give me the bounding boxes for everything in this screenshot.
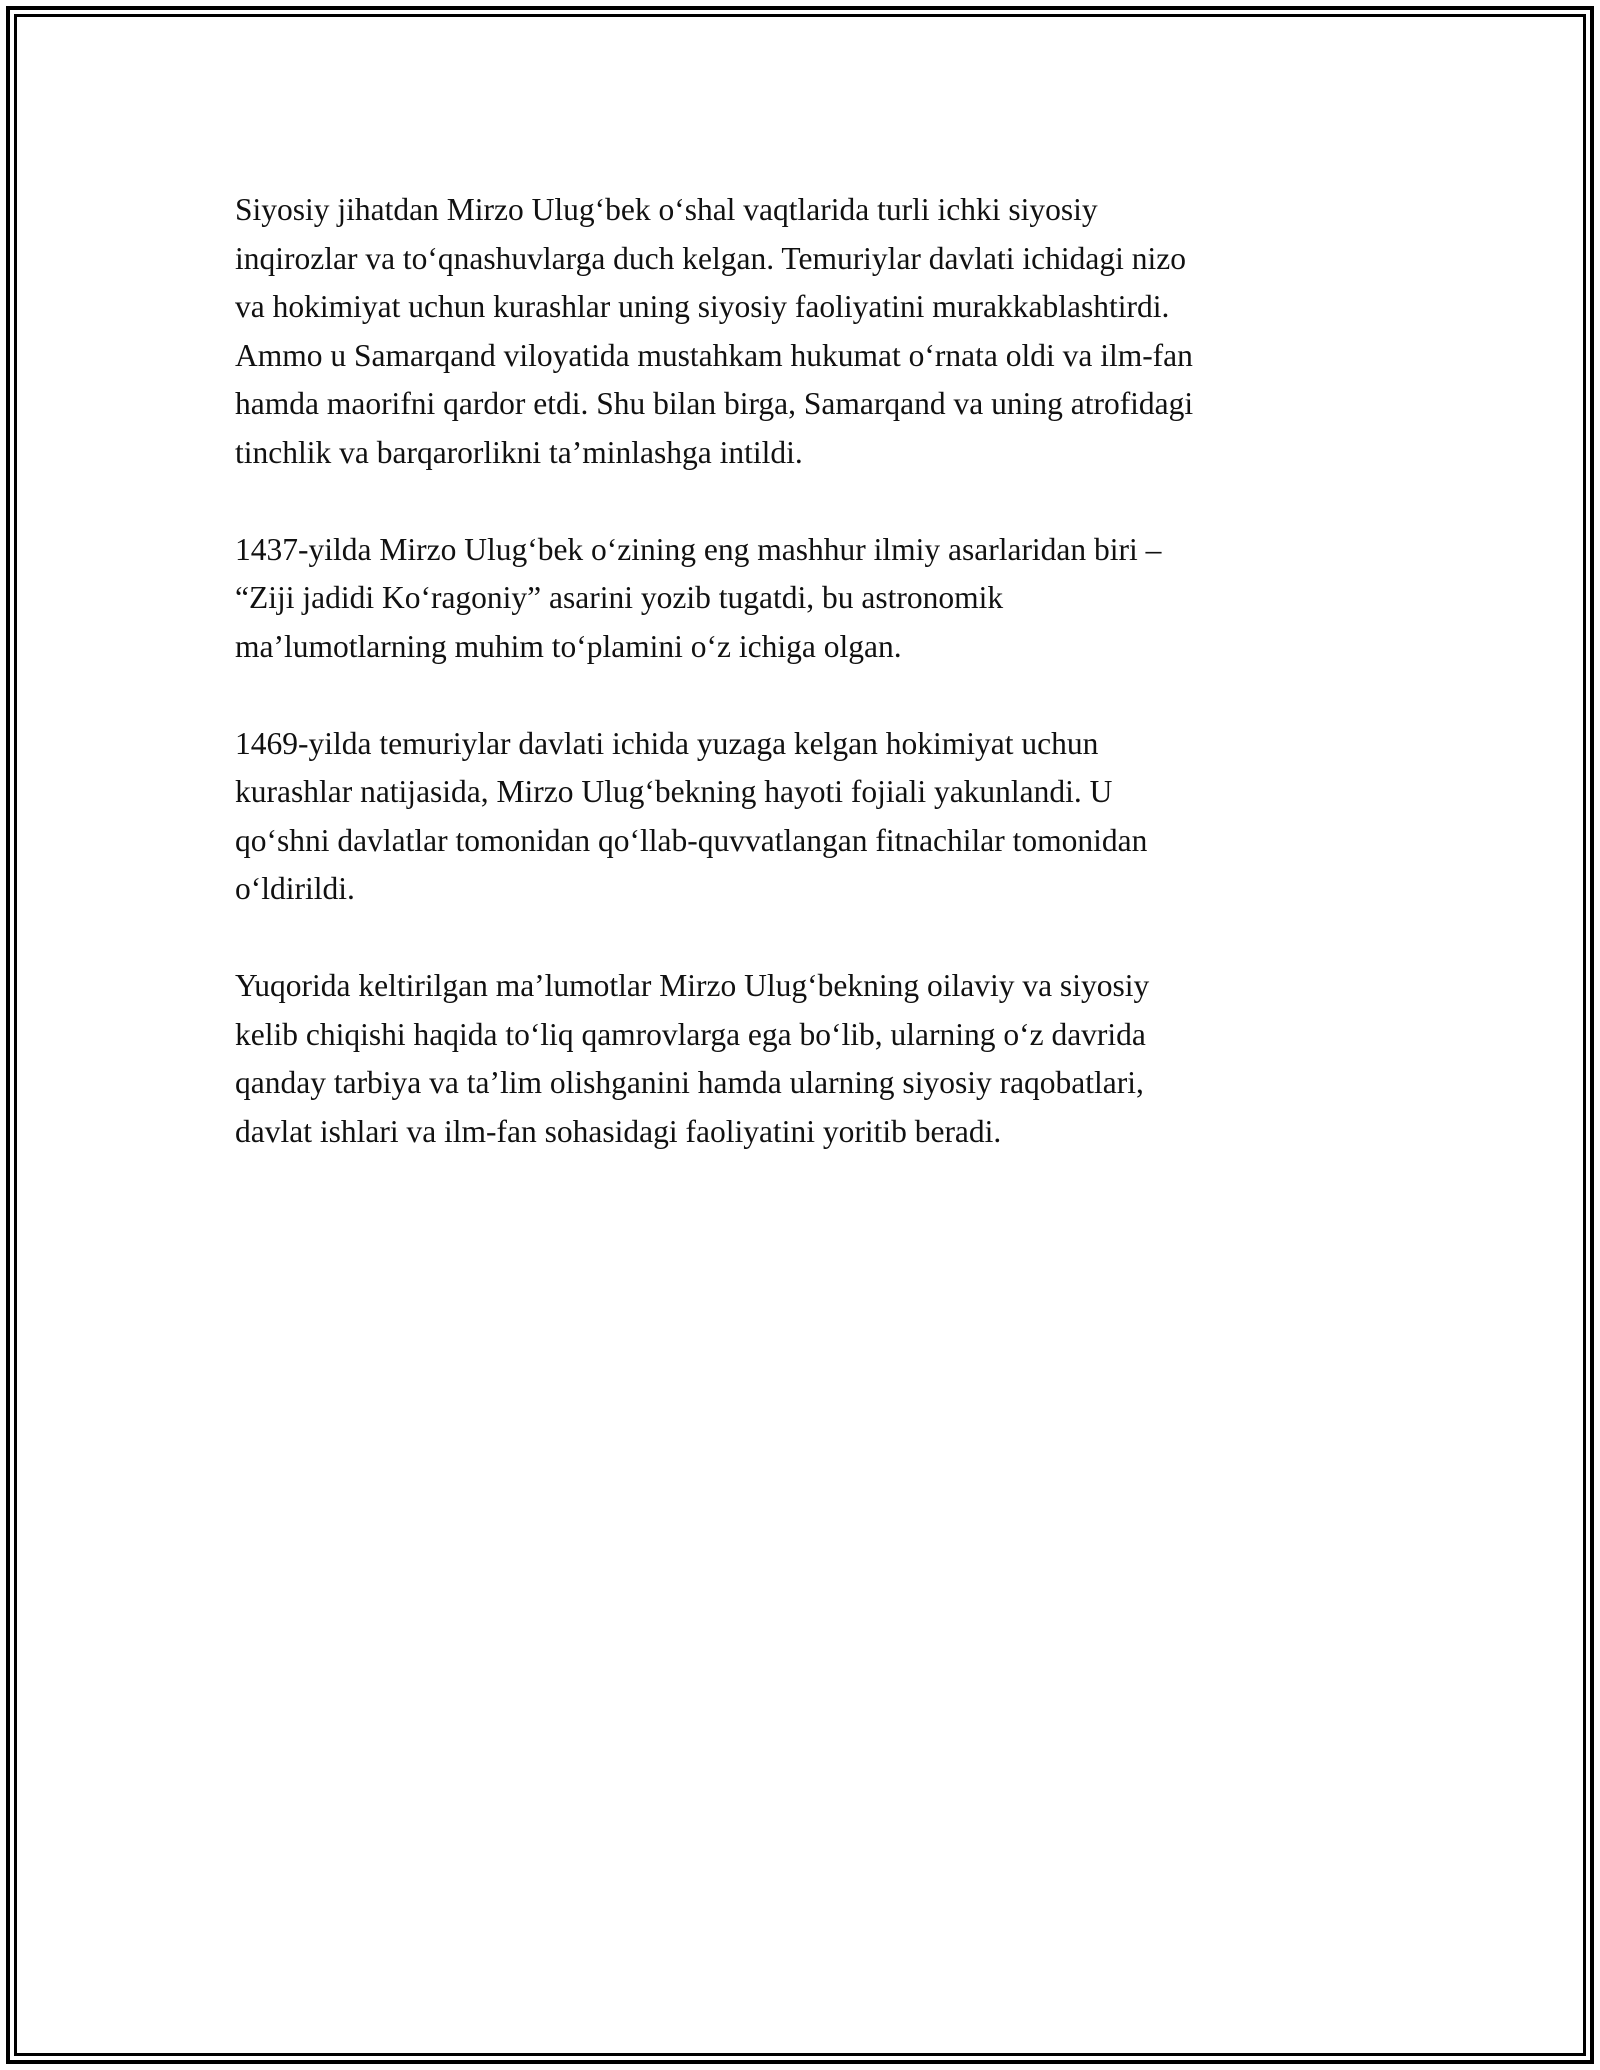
paragraph-line: Yuqorida keltirilgan ma’lumotlar Mirzo Ulug‘bekning oilaviy va siyosiy — [235, 968, 1150, 1003]
paragraph-line: o‘ldirildi. — [235, 871, 355, 906]
paragraph-1 — [235, 186, 1365, 477]
paragraph-line: qanday tarbiya va ta’lim olishganini hamda ularning siyosiy raqobatlari, — [235, 1065, 1144, 1100]
paragraph-line: kurashlar natijasida, Mirzo Ulug‘bekning hayoti fojiali yakunlandi. U — [235, 774, 1113, 809]
paragraph-line: “Ziji jadidi Ko‘ragoniy” asarini yozib tugatdi, bu astronomik — [235, 580, 1004, 615]
paragraph-line: tinchlik va barqarorlikni ta’minlashga intildi. — [235, 434, 803, 470]
paragraph-2 — [235, 526, 1365, 672]
paragraph-line: kelib chiqishi haqida to‘liq qamrovlarga ega bo‘lib, ularning o‘z davrida — [235, 1016, 1146, 1052]
paragraph-line: davlat ishlari va ilm-fan sohasidagi faoliyatini yoritib beradi. — [235, 1113, 1002, 1149]
paragraph-line: inqirozlar va to‘qnashuvlarga duch kelgan. Temuriylar davlati ichidagi nizo — [235, 240, 1186, 276]
paragraph-line: Siyosiy jihatdan Mirzo Ulug‘bek o‘shal vaqtlarida turli ichki siyosiy — [235, 192, 1098, 227]
paragraph-4 — [235, 962, 1365, 1156]
paragraph-line: 1469-yilda temuriylar davlati ichida yuzaga kelgan hokimiyat uchun — [235, 725, 1099, 761]
paragraph-line: ma’lumotlarning muhim to‘plamini o‘z ichiga olgan. — [235, 628, 902, 664]
paragraph-line: qo‘shni davlatlar tomonidan qo‘llab-quvvatlangan fitnachilar tomonidan — [235, 822, 1148, 858]
paragraph-3 — [235, 720, 1365, 914]
paragraph-line: Ammo u Samarqand viloyatida mustahkam hukumat o‘rnata oldi va ilm-fan — [235, 337, 1193, 373]
paragraph-line: hamda maorifni qardor etdi. Shu bilan birga, Samarqand va uning atrofidagi — [235, 386, 1194, 421]
paragraph-line: va hokimiyat uchun kurashlar uning siyosiy faoliyatini murakkablashtirdi. — [235, 289, 1170, 324]
document-body — [235, 186, 1365, 1205]
paragraph-line: 1437-yilda Mirzo Ulug‘bek o‘zining eng mashhur ilmiy asarlaridan biri – — [235, 531, 1162, 567]
